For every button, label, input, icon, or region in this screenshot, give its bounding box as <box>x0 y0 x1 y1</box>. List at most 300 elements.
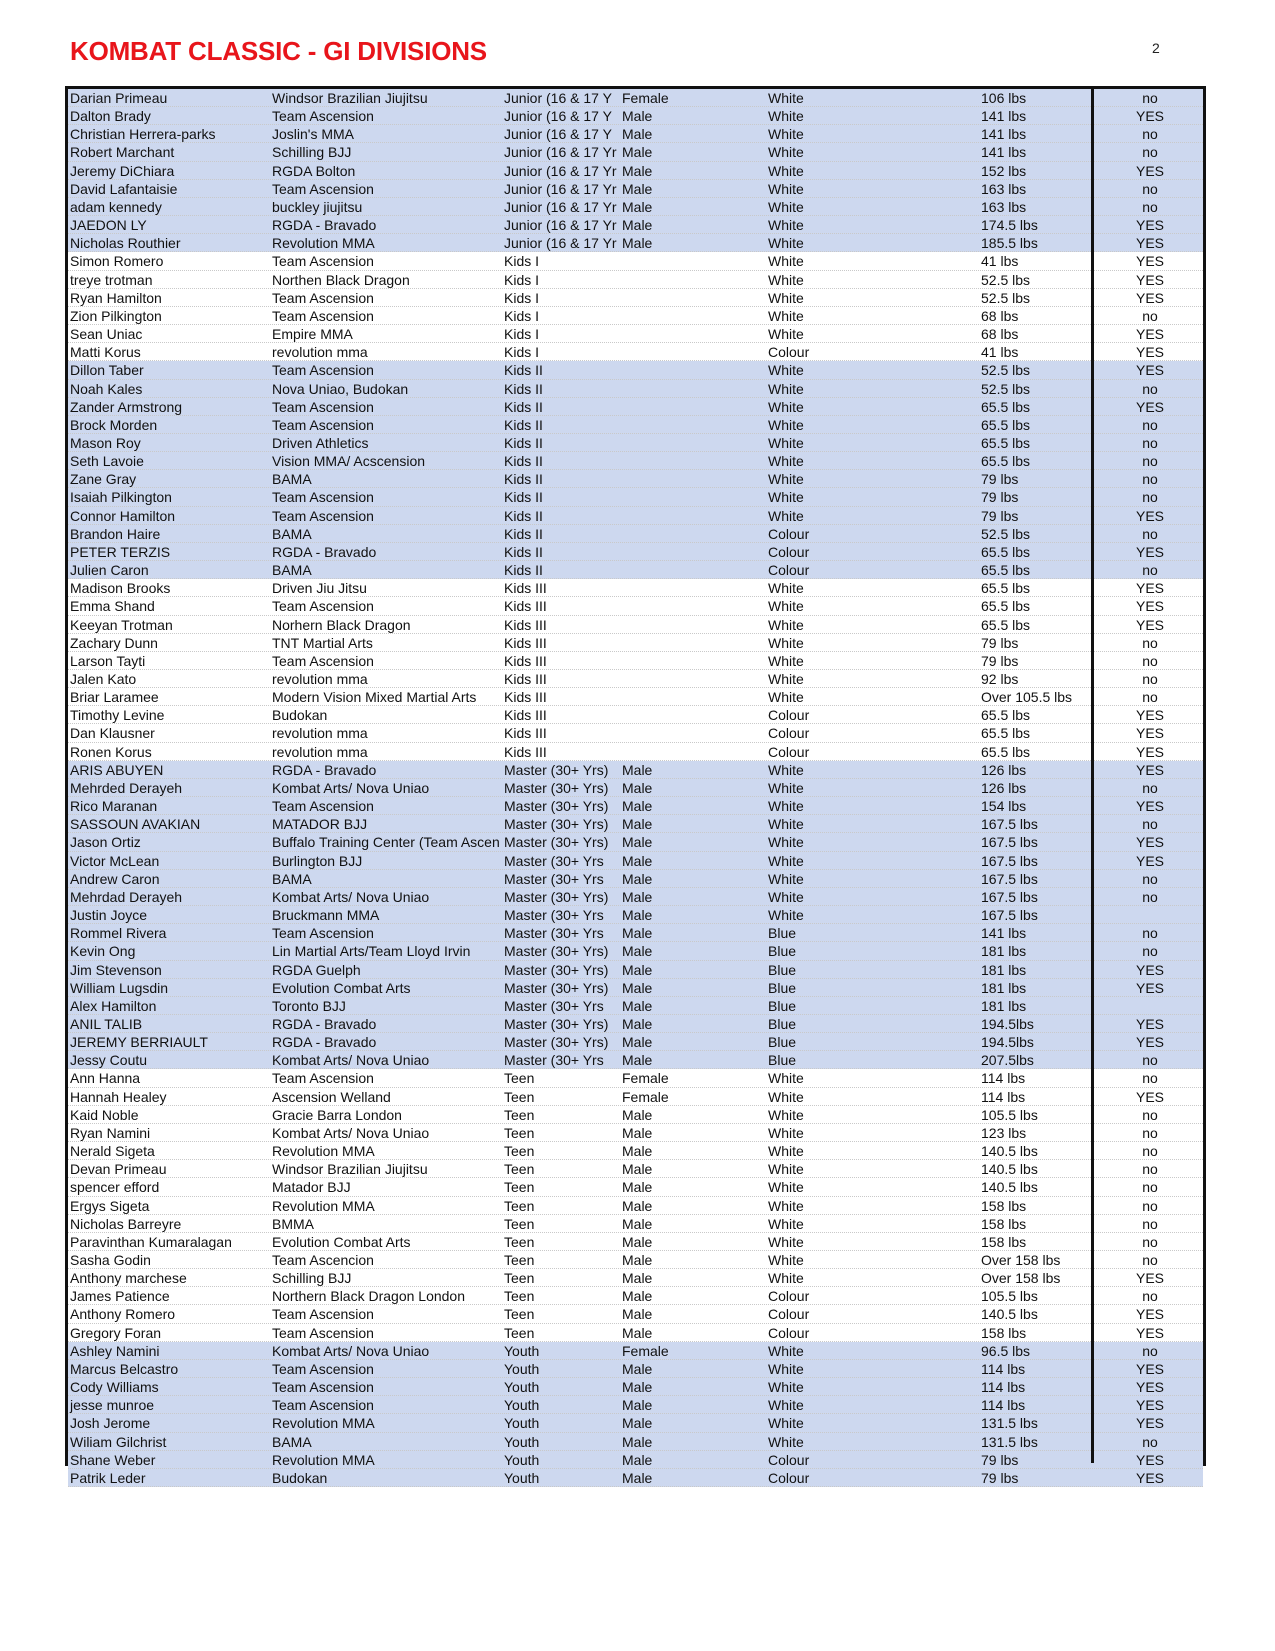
team-name: BMMA <box>272 1215 314 1232</box>
division: Junior (16 & 17 Yr <box>504 217 617 234</box>
belt: White <box>768 652 804 669</box>
belt: Blue <box>768 1034 797 1051</box>
belt: White <box>768 271 804 288</box>
team-name: Team Ascension <box>272 798 374 815</box>
team-name: Driven Jiu Jitsu <box>272 580 367 597</box>
table-row <box>68 1414 1203 1432</box>
competitor-name: Timothy Levine <box>70 707 165 724</box>
registered-status: YES <box>1135 289 1164 306</box>
division: Kids II <box>504 525 543 542</box>
belt: White <box>768 253 804 270</box>
team-name: BAMA <box>272 870 312 887</box>
weight-class: 79 lbs <box>981 1469 1019 1486</box>
division: Master (30+ Yrs) <box>504 779 609 796</box>
weight-class: 68 lbs <box>981 326 1019 343</box>
table-row <box>68 452 1203 470</box>
registered-status: no <box>1142 1161 1158 1178</box>
table-row <box>68 579 1203 597</box>
belt: White <box>768 1215 804 1232</box>
team-name: Team Ascension <box>272 180 374 197</box>
registered-status: YES <box>1135 108 1164 125</box>
competitor-name: Madison Brooks <box>70 580 171 597</box>
competitor-name: jesse munroe <box>70 1397 155 1414</box>
competitor-name: Dan Klausner <box>70 725 155 742</box>
team-name: Budokan <box>272 707 328 724</box>
belt: Colour <box>768 525 810 542</box>
team-name: Team Ascension <box>272 362 374 379</box>
belt: White <box>768 1197 804 1214</box>
gender: Male <box>622 1034 653 1051</box>
division: Kids I <box>504 326 540 343</box>
weight-class: 167.5 lbs <box>981 852 1038 869</box>
competitor-name: Isaiah Pilkington <box>70 489 172 506</box>
table-row <box>68 325 1203 343</box>
competitor-name: Ann Hanna <box>70 1070 141 1087</box>
division: Teen <box>504 1179 535 1196</box>
team-name: Team Ascension <box>272 1070 374 1087</box>
registered-status: YES <box>1135 362 1164 379</box>
weight-class: 181 lbs <box>981 979 1027 996</box>
table-row <box>68 1342 1203 1360</box>
division: Teen <box>504 1143 535 1160</box>
gender: Male <box>622 235 653 252</box>
table-row <box>68 1324 1203 1342</box>
weight-class: 141 lbs <box>981 126 1027 143</box>
gender: Male <box>622 961 653 978</box>
competitor-name: Ryan Hamilton <box>70 289 162 306</box>
belt: Colour <box>768 743 810 760</box>
competitor-name: Jalen Kato <box>70 671 137 687</box>
competitor-name: Ergys Sigeta <box>70 1197 150 1214</box>
table-row <box>68 107 1203 125</box>
registered-status: no <box>1142 870 1158 887</box>
team-name: Team Ascension <box>272 307 374 324</box>
competitor-name: adam kennedy <box>70 198 162 215</box>
division: Kids I <box>504 307 540 324</box>
team-name: revolution mma <box>272 725 368 742</box>
division: Kids I <box>504 253 540 270</box>
team-name: BAMA <box>272 1433 312 1450</box>
gender: Male <box>622 1233 653 1250</box>
table-row <box>68 1178 1203 1196</box>
weight-class: 65.5 lbs <box>981 707 1031 724</box>
registered-status: YES <box>1135 1469 1164 1486</box>
belt: Colour <box>768 1451 810 1468</box>
belt: White <box>768 90 804 106</box>
gender: Male <box>622 1433 653 1450</box>
registered-status: YES <box>1135 507 1164 524</box>
weight-class: 140.5 lbs <box>981 1143 1038 1160</box>
competitor-name: Cody Williams <box>70 1379 159 1396</box>
team-name: Evolution Combat Arts <box>272 979 411 996</box>
team-name: Evolution Combat Arts <box>272 1233 411 1250</box>
gender: Male <box>622 1179 653 1196</box>
division: Master (30+ Yrs <box>504 997 604 1014</box>
table-row <box>68 906 1203 924</box>
table-row <box>68 561 1203 579</box>
divisions-table <box>65 86 1206 1486</box>
table-row <box>68 1433 1203 1451</box>
competitor-name: David Lafantaisie <box>70 180 178 197</box>
belt: White <box>768 198 804 215</box>
division: Youth <box>504 1469 540 1486</box>
table-row <box>68 870 1203 888</box>
belt: White <box>768 1360 804 1377</box>
division: Kids III <box>504 652 547 669</box>
belt: White <box>768 1433 804 1450</box>
division: Kids II <box>504 507 543 524</box>
weight-class: 141 lbs <box>981 144 1027 161</box>
competitor-name: Simon Romero <box>70 253 164 270</box>
division: Teen <box>504 1324 535 1341</box>
weight-class: 65.5 lbs <box>981 562 1031 579</box>
team-name: Buffalo Training Center (Team Ascen <box>272 834 500 851</box>
belt: White <box>768 326 804 343</box>
registered-status: no <box>1142 471 1158 488</box>
registered-status: YES <box>1135 253 1164 270</box>
team-name: revolution mma <box>272 671 368 687</box>
division: Teen <box>504 1106 535 1123</box>
weight-class: 141 lbs <box>981 108 1027 125</box>
gender: Male <box>622 1324 653 1341</box>
gender: Male <box>622 1215 653 1232</box>
division: Teen <box>504 1215 535 1232</box>
division: Kids III <box>504 689 547 706</box>
registered-status: YES <box>1135 798 1164 815</box>
registered-status: no <box>1142 1288 1158 1305</box>
gender: Male <box>622 1306 653 1323</box>
belt: White <box>768 1342 804 1359</box>
team-name: Gracie Barra London <box>272 1106 402 1123</box>
weight-class: 65.5 lbs <box>981 616 1031 633</box>
weight-class: 194.5lbs <box>981 1015 1034 1032</box>
gender: Male <box>622 870 653 887</box>
team-name: TNT Martial Arts <box>272 634 373 651</box>
weight-class: 181 lbs <box>981 943 1027 960</box>
team-name: Kombat Arts/ Nova Uniao <box>272 888 430 905</box>
competitor-name: Nicholas Barreyre <box>70 1215 182 1232</box>
gender: Male <box>622 1015 653 1032</box>
registered-status: YES <box>1135 398 1164 415</box>
competitor-name: SASSOUN AVAKIAN <box>70 816 201 833</box>
division: Youth <box>504 1360 540 1377</box>
belt: White <box>768 507 804 524</box>
table-row <box>68 779 1203 797</box>
gender: Female <box>622 1088 669 1105</box>
weight-class: 158 lbs <box>981 1324 1027 1341</box>
table-row <box>68 1251 1203 1269</box>
gender: Male <box>622 1106 653 1123</box>
division: Kids I <box>504 289 540 306</box>
table-row <box>68 670 1203 688</box>
division: Junior (16 & 17 Yr <box>504 162 617 179</box>
registered-status: YES <box>1135 162 1164 179</box>
registered-status: no <box>1142 307 1158 324</box>
competitor-name: Jeremy DiChiara <box>70 162 175 179</box>
team-name: Team Ascension <box>272 925 374 942</box>
belt: White <box>768 471 804 488</box>
belt: White <box>768 416 804 433</box>
table-row <box>68 1287 1203 1305</box>
weight-class: 158 lbs <box>981 1233 1027 1250</box>
belt: Blue <box>768 979 797 996</box>
belt: White <box>768 380 804 397</box>
team-name: Team Ascension <box>272 108 374 125</box>
registered-status: YES <box>1135 743 1164 760</box>
weight-class: 79 lbs <box>981 471 1019 488</box>
gender: Male <box>622 925 653 942</box>
competitor-name: Christian Herrera-parks <box>70 126 216 143</box>
team-name: Bruckmann MMA <box>272 907 380 924</box>
team-name: Windsor Brazilian Jiujitsu <box>272 1161 428 1178</box>
competitor-name: Marcus Belcastro <box>70 1360 179 1377</box>
competitor-name: Darian Primeau <box>70 90 168 106</box>
registered-status: YES <box>1135 1015 1164 1032</box>
table-row <box>68 743 1203 761</box>
table-row <box>68 797 1203 815</box>
gender: Male <box>622 834 653 851</box>
belt: Colour <box>768 543 810 560</box>
registered-status: YES <box>1135 961 1164 978</box>
team-name: RGDA - Bravado <box>272 761 377 778</box>
weight-class: 163 lbs <box>981 198 1027 215</box>
registered-status: no <box>1142 434 1158 451</box>
division: Kids II <box>504 398 543 415</box>
table-row <box>68 143 1203 161</box>
weight-class: Over 105.5 lbs <box>981 689 1073 706</box>
table-row <box>68 234 1203 252</box>
competitor-name: Zion Pilkington <box>70 307 162 324</box>
team-name: buckley jiujitsu <box>272 198 363 215</box>
team-name: RGDA - Bravado <box>272 217 377 234</box>
table-row <box>68 961 1203 979</box>
division: Master (30+ Yrs) <box>504 834 609 851</box>
team-name: Revolution MMA <box>272 1415 375 1432</box>
table-row <box>68 1233 1203 1251</box>
competitor-name: Gregory Foran <box>70 1324 162 1341</box>
competitor-name: Noah Kales <box>70 380 143 397</box>
division: Junior (16 & 17 Yr <box>504 235 617 252</box>
weight-class: 123 lbs <box>981 1124 1027 1141</box>
registered-status: YES <box>1135 1088 1164 1105</box>
belt: White <box>768 1070 804 1087</box>
table-row <box>68 616 1203 634</box>
weight-class: 167.5 lbs <box>981 834 1038 851</box>
division: Teen <box>504 1197 535 1214</box>
registered-status: YES <box>1135 1415 1164 1432</box>
weight-class: 167.5 lbs <box>981 816 1038 833</box>
belt: White <box>768 779 804 796</box>
weight-class: 194.5lbs <box>981 1034 1034 1051</box>
table-row <box>68 216 1203 234</box>
team-name: Modern Vision Mixed Martial Arts <box>272 689 477 706</box>
competitor-name: Connor Hamilton <box>70 507 176 524</box>
gender: Male <box>622 1379 653 1396</box>
belt: White <box>768 888 804 905</box>
weight-class: 65.5 lbs <box>981 543 1031 560</box>
table-row <box>68 543 1203 561</box>
belt: White <box>768 362 804 379</box>
team-name: Team Ascension <box>272 1324 374 1341</box>
weight-class: 105.5 lbs <box>981 1106 1038 1123</box>
table-row <box>68 252 1203 270</box>
belt: Colour <box>768 1324 810 1341</box>
weight-class: 154 lbs <box>981 798 1027 815</box>
competitor-name: Keeyan Trotman <box>70 616 173 633</box>
competitor-name: Paravinthan Kumaralagan <box>70 1233 232 1250</box>
belt: White <box>768 162 804 179</box>
table-row <box>68 724 1203 742</box>
team-name: RGDA - Bravado <box>272 1034 377 1051</box>
division: Teen <box>504 1252 535 1268</box>
division: Master (30+ Yrs <box>504 870 604 887</box>
team-name: RGDA Bolton <box>272 162 356 179</box>
competitor-name: Zachary Dunn <box>70 634 158 651</box>
competitor-name: PETER TERZIS <box>70 543 171 560</box>
belt: White <box>768 235 804 252</box>
belt: White <box>768 1143 804 1160</box>
division: Master (30+ Yrs) <box>504 961 609 978</box>
registered-status: no <box>1142 671 1158 687</box>
registered-status: no <box>1142 1433 1158 1450</box>
weight-class: 65.5 lbs <box>981 416 1031 433</box>
team-name: Kombat Arts/ Nova Uniao <box>272 1124 430 1141</box>
team-name: Team Ascension <box>272 598 374 615</box>
competitor-name: Justin Joyce <box>70 907 148 924</box>
team-name: Team Ascension <box>272 398 374 415</box>
table-body <box>68 89 1203 1487</box>
weight-class: 79 lbs <box>981 652 1019 669</box>
weight-class: 65.5 lbs <box>981 434 1031 451</box>
division: Master (30+ Yrs) <box>504 1034 609 1051</box>
registered-status: no <box>1142 689 1158 706</box>
division: Kids III <box>504 671 547 687</box>
division: Master (30+ Yrs) <box>504 816 609 833</box>
weight-class: 105.5 lbs <box>981 1288 1038 1305</box>
table-row <box>68 180 1203 198</box>
table-row <box>68 470 1203 488</box>
competitor-name: Nicholas Routhier <box>70 235 181 252</box>
division: Junior (16 & 17 Y <box>504 126 612 143</box>
division: Youth <box>504 1342 540 1359</box>
competitor-name: Ashley Namini <box>70 1342 160 1359</box>
competitor-name: Dalton Brady <box>70 108 151 125</box>
gender: Male <box>622 907 653 924</box>
competitor-name: Wiliam Gilchrist <box>70 1433 167 1450</box>
competitor-name: spencer efford <box>70 1179 160 1196</box>
registered-status: YES <box>1135 761 1164 778</box>
belt: White <box>768 1233 804 1250</box>
team-name: Northern Black Dragon London <box>272 1288 466 1305</box>
team-name: Empire MMA <box>272 326 353 343</box>
weight-class: Over 158 lbs <box>981 1252 1061 1268</box>
team-name: BAMA <box>272 525 312 542</box>
registered-status: no <box>1142 380 1158 397</box>
belt: White <box>768 580 804 597</box>
registered-status: YES <box>1135 580 1164 597</box>
belt: Colour <box>768 562 810 579</box>
gender: Male <box>622 1143 653 1160</box>
weight-class: 167.5 lbs <box>981 907 1038 924</box>
belt: White <box>768 1179 804 1196</box>
registered-status: YES <box>1135 271 1164 288</box>
division: Teen <box>504 1124 535 1141</box>
competitor-name: Kevin Ong <box>70 943 136 960</box>
gender: Male <box>622 1360 653 1377</box>
competitor-name: Jason Ortiz <box>70 834 141 851</box>
registered-status: no <box>1142 779 1158 796</box>
table-row <box>68 1051 1203 1069</box>
competitor-name: Ryan Namini <box>70 1124 151 1141</box>
team-name: revolution mma <box>272 743 368 760</box>
team-name: Revolution MMA <box>272 1143 375 1160</box>
weight-class: 114 lbs <box>981 1379 1026 1396</box>
table-row <box>68 525 1203 543</box>
division: Master (30+ Yrs <box>504 1052 604 1069</box>
registered-status: no <box>1142 1070 1158 1087</box>
gender: Male <box>622 180 653 197</box>
weight-class: 52.5 lbs <box>981 289 1031 306</box>
weight-class: 163 lbs <box>981 180 1027 197</box>
registered-status: YES <box>1135 344 1164 361</box>
belt: White <box>768 1397 804 1414</box>
belt: White <box>768 798 804 815</box>
competitor-name: Anthony Romero <box>70 1306 176 1323</box>
gender: Male <box>622 217 653 234</box>
registered-status: no <box>1142 453 1158 470</box>
table-row <box>68 652 1203 670</box>
registered-status: no <box>1142 1052 1158 1069</box>
division: Master (30+ Yrs) <box>504 943 609 960</box>
team-name: Driven Athletics <box>272 434 369 451</box>
weight-class: 79 lbs <box>981 634 1019 651</box>
division: Kids II <box>504 434 543 451</box>
table-row <box>68 1305 1203 1323</box>
team-name: Toronto BJJ <box>272 997 346 1014</box>
division: Youth <box>504 1397 540 1414</box>
table-row <box>68 488 1203 506</box>
table-row <box>68 997 1203 1015</box>
table-row <box>68 597 1203 615</box>
registered-status: no <box>1142 634 1158 651</box>
registered-status: YES <box>1135 1379 1164 1396</box>
weight-class: 181 lbs <box>981 997 1027 1014</box>
belt: White <box>768 453 804 470</box>
table-row <box>68 89 1203 107</box>
weight-class: 114 lbs <box>981 1360 1026 1377</box>
table-row <box>68 1124 1203 1142</box>
competitor-name: Brandon Haire <box>70 525 161 542</box>
division: Kids III <box>504 707 547 724</box>
gender: Male <box>622 816 653 833</box>
team-name: Schilling BJJ <box>272 144 352 161</box>
competitor-name: Shane Weber <box>70 1451 156 1468</box>
division: Master (30+ Yrs) <box>504 979 609 996</box>
gender: Male <box>622 979 653 996</box>
registered-status: no <box>1142 126 1158 143</box>
belt: White <box>768 1124 804 1141</box>
gender: Male <box>622 1052 653 1069</box>
gender: Male <box>622 1451 653 1468</box>
competitor-name: Nerald Sigeta <box>70 1143 155 1160</box>
team-name: Team Ascencion <box>272 1252 374 1268</box>
competitor-name: Larson Tayti <box>70 652 146 669</box>
competitor-name: Brock Morden <box>70 416 158 433</box>
table-row <box>68 1360 1203 1378</box>
table-row <box>68 162 1203 180</box>
table-row <box>68 1088 1203 1106</box>
weight-class: 65.5 lbs <box>981 598 1031 615</box>
